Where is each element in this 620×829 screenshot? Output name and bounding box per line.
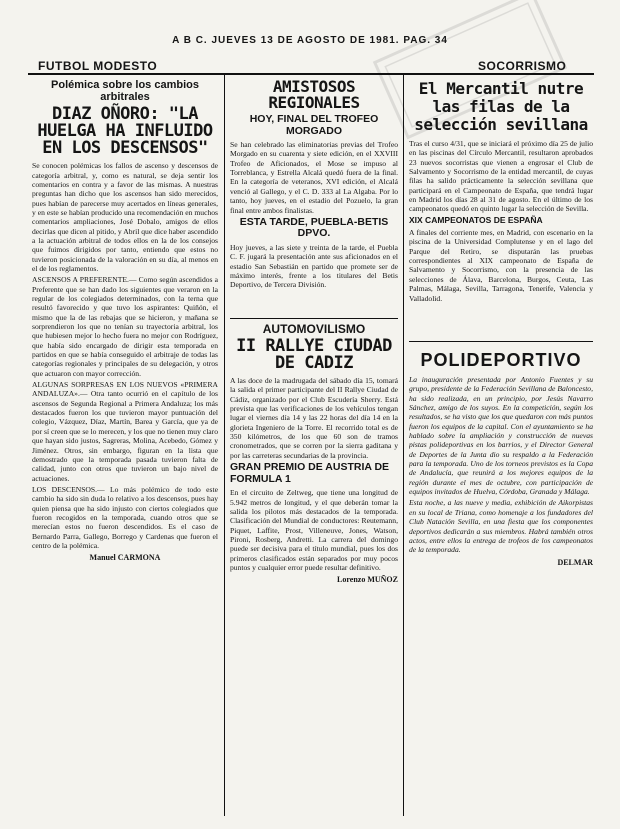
futbol-paragraph: Se conocen polémicas los fallos de ascenso y descensos de categoría arbitral, y, como es natural, se deja sentir los comentarios en contra y a favor de las mismas. A nuestras preguntas han dicho que los ascensos han sido merecidos, pues habían de parecerse muy acertados en líneas generales, y en este se habían producido una recomendación en muchos comentarios ampliaciones, José Dobalo, amigos de ellos decirlas que dicen al pitido, y Abril que dice haber ascendido a la actuación arbitral de todos ellos en la de los consejos que fuimos dirigidos por tanto, entiendo que estos no tuvieron posicionada de la valoración en su día, al menos en el de los reglamentos. — [32, 161, 218, 273]
socorrismo-paragraph: Tras el curso 4/31, que se iniciará el próximo día 25 de julio en las piscinas del Círculo Mercantil, resultaron aprobados 23 nuevos socorristas que vienen a engrosar el Club de Salvamento y Socorrismo de la entidad mercantil, de cuyas filas ha salido prácticamente la selección sevillana que participará en el Campeonato de España, que tendrá lugar en Madrid los días 28 al 31 de agosto. En el último de los campeonatos quedó en quinto lugar la selección de Sevilla. — [409, 139, 593, 214]
socorrismo-headline: El Mercantil nutre las filas de la selección sevillana — [414, 79, 588, 134]
futbol-paragraph: ASCENSOS A PREFERENTE.— Como según ascendidos a Preferente que se han dado los siguientes que veraron en la regular de los colegiados determinados, con la terna que resultó favorecido y que tuvo los aspirantes: Quiñón, el mismo que la de las rebajas que se hicieron, y mañana se sorprendieron los que no tenían su trayectoria arbitral, los que hubiesen mejor lo hecho fuera no mejor con Rodríguez, que había sido encargado de dirigir esta temporada en partidos en que se había conseguido el arbitraje de todas las categorías regionales y principales de su delegación, y otros que actuaron con mayor corrección. — [32, 275, 218, 378]
amistosos-paragraph: Se han celebrado las eliminatorias previas del Trofeo Morgado en su cuarenta y siete edición, en el XXVIII Trofeo de Aficionados, el Mose se impuso al Torreblanca, y Estrella Alcalá quedó fuera de la final. En la categoría de veteranos, XVI edición, el Alcalá venció al Gallego, y el C. D. 333 al La Algaba. Por lo tanto, hoy jueves, en el estadio del Pozuelo, la gran final entre ambos finalistas. — [230, 140, 398, 215]
middle-divider — [230, 318, 398, 319]
futbol-paragraph: LOS DESCENSOS.— Lo más polémico de todo este cambio ha sido sin duda lo relativo a los descensos, pues hay quien piensa que ha sido injusto con ciertos colegiados que fueron recogidos en la temporada, cuando otros que se merecían estos no fueron descendidos. Es el caso de Bernardo Parra, Gallego, Borrego y Cardenas que fueron el centro de la polémica. — [32, 484, 218, 550]
amistosos-subhead: HOY, FINAL DEL TROFEO MORGADO — [249, 113, 379, 137]
futbol-headline: DIAZ OÑORO: "LA HUELGA HA INFLUIDO EN LOS DESCENSOS" — [37, 104, 213, 159]
futbol-article — [32, 77, 218, 819]
polideportivo-paragraph: La inauguración presentada por Antonio Fuentes y su grupo, presidente de la Federación Sevillana de Baloncesto, ha sido realizada, en un principio, por Jesús Navarro Sánchez, amigo de los suyos. En la competición, según los resultados, se ha visto que los que quedaron con más puntos fueron los equipos de la capital. Con el ayuntamiento se ha hablado sobre la ampliación y construcción de nuevas pistas polideportivas en los barrios, y el Director General de Deportes de la Junta dio su respaldo a la Federación para la temporada. Uno de los torneos previstos es la Copa de Andalucía, que reunirá a los mejores equipos de la región durante el mes de octubre, con participación de equipos invitados de Huelva, Córdoba, Granada y Málaga. — [409, 375, 593, 497]
column-divider — [403, 74, 404, 816]
automovilismo-subhead: GRAN PREMIO DE AUSTRIA DE FORMULA 1 — [230, 461, 390, 485]
column-divider — [224, 74, 225, 816]
amistosos-article — [230, 77, 398, 315]
polideportivo-signature: DELMAR — [557, 557, 593, 567]
amistosos-subhead-2: ESTA TARDE, PUEBLA-BETIS DPVO. — [239, 215, 389, 240]
automovilismo-section-title: AUTOMOVILISMO — [262, 322, 366, 336]
page-header — [0, 0, 620, 56]
socorrismo-article — [409, 77, 593, 339]
futbol-kicker: Polémica sobre los cambios arbitrales — [51, 79, 199, 104]
section-futbol-modesto: FUTBOL MODESTO — [38, 59, 158, 73]
polideportivo-article — [409, 345, 593, 819]
socorrismo-subhead: XIX CAMPEONATOS DE ESPAÑA — [409, 214, 543, 225]
section-socorrismo: SOCORRISMO — [478, 59, 567, 73]
amistosos-section-title: AMISTOSOS REGIONALES — [268, 77, 360, 112]
section-polideportivo: POLIDEPORTIVO — [420, 350, 582, 370]
automovilismo-paragraph: En el circuito de Zeltweg, que tiene una longitud de 5.942 metros de longitud, y el que deberán tomar la salida los pilotos más destacados de la temporada. Clasificación del Mundial de conductores: Reutemann, Piquet, Laffite, Prost, Villeneuve, Jones, Watson, Pironi, Rosberg, Andretti. La carrera del domingo puede ser decisiva para el título mundial, pues los dos primeros clasificados están separados por muy pocos puntos y cualquier error puede resultar definitivo. — [230, 488, 398, 572]
automovilismo-article — [230, 322, 398, 822]
polideportivo-paragraph: Esta noche, a las nueve y media, exhibición de Aikorpistas en su local de Triana, como homenaje a los fundadores del Club Natación Sevilla, en una fiesta que los componentes deportivos dedicarán a sus miembros. Habrá también otros actos, entre ellos la entrega de trofeos de los campeonatos de la temporada. — [409, 498, 593, 555]
futbol-signature: Manuel CARMONA — [89, 553, 161, 563]
futbol-paragraph: ALGUNAS SORPRESAS EN LOS NUEVOS «PRIMERA ANDALUZA».— Otra tanto ocurrió en el capítulo de los ascensos de Segunda Regional a Primera Andaluza; los más destacados fueron los que tuvieron mayor puntuación del colegio, Vázquez, Díaz, Martín, Barea y García, que ya de por sí creen que se lo merecen, y los que no tienen muy claro que hayan sido justos, Sagreras, Molina, Acebedo, Gómez y Jiménez. Otros, sin embargo, figuran en la lista que demostrado que la temporada pasada tuvieron falta de calidad, junto con otros que tuvieron un bajo nivel de actuaciones. — [32, 380, 218, 483]
socorrismo-paragraph: A finales del corriente mes, en Madrid, con escenario en la piscina de la Universidad Complutense y en el lago del Parque del Retiro, se disputarán las pruebas correspondientes al XIX campeonato de España de Salvamento y Socorrismo, con la presencia de las selecciones de Álava, Barcelona, Burgos, Ceuta, Las Palmas, Málaga, Sevilla, Tarragona, Tenerife, Valencia y Valladolid. — [409, 228, 593, 303]
automovilismo-paragraph: A las doce de la madrugada del sábado día 15, tomará la salida el primer participante del II Rallye Ciudad de Cádiz, organizado por el Club Escudería Sherry. Está prevista que las verificaciones de los vehículos tengan lugar el viernes día 14 y las 22 horas del día 14 en la glorieta Ingeniero de la Torre. El recorrido total es de 350 kilómetros, de los que 60 son de tramos cronometrados, que se corren por la sierra gaditana y por las carreteras secundarias de la provincia. — [230, 376, 398, 460]
automovilismo-headline: II RALLYE CIUDAD DE CADIZ — [236, 336, 392, 373]
header-line: A B C. JUEVES 13 DE AGOSTO DE 1981. PAG. 34 — [172, 35, 448, 46]
amistosos-paragraph: Hoy jueves, a las siete y treinta de la tarde, el Puebla C. F. jugará la presentación ante sus aficionados en el estadio San Sebastián en partido que promete ser de máximo interés, frente a los titulares del Betis Deportivo, de Tercera División. — [230, 242, 398, 290]
automovilismo-signature: Lorenzo MUÑOZ — [337, 575, 398, 585]
right-divider — [409, 341, 593, 342]
top-rule — [28, 73, 594, 75]
